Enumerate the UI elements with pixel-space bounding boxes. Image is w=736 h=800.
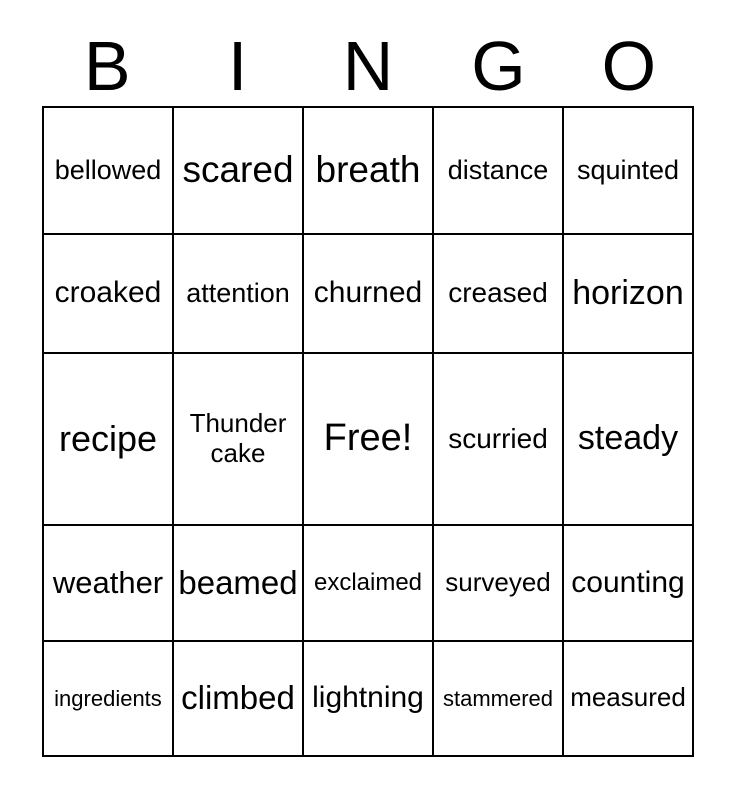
bingo-cell-r3c2[interactable]: Thunder cake	[173, 353, 303, 526]
bingo-cell-r2c2[interactable]: attention	[173, 234, 303, 352]
bingo-letter-o: O	[601, 27, 657, 105]
bingo-row-2	[43, 234, 693, 352]
bingo-cell-r1c4[interactable]: distance	[433, 107, 563, 234]
bingo-cell-r4c1[interactable]: weather	[43, 525, 173, 640]
bingo-row-4	[43, 525, 693, 640]
bingo-letter-g: G	[471, 27, 526, 105]
bingo-cell-r1c3[interactable]: breath	[303, 107, 433, 234]
bingo-cell-r2c4[interactable]: creased	[433, 234, 563, 352]
bingo-letter-b: B	[83, 27, 131, 105]
bingo-cell-r5c3[interactable]: lightning	[303, 641, 433, 756]
bingo-cell-r1c1[interactable]: bellowed	[43, 107, 173, 234]
bingo-grid	[42, 106, 694, 757]
bingo-cell-r3c5[interactable]: steady	[563, 353, 693, 526]
bingo-cell-r5c2[interactable]: climbed	[173, 641, 303, 756]
bingo-cell-r1c2[interactable]: scared	[173, 107, 303, 234]
bingo-cell-r3c3-free[interactable]: Free!	[303, 353, 433, 526]
bingo-cell-r5c5[interactable]: measured	[563, 641, 693, 756]
bingo-cell-r4c2[interactable]: beamed	[173, 525, 303, 640]
bingo-cell-r2c3[interactable]: churned	[303, 234, 433, 352]
bingo-row-3	[43, 353, 693, 526]
bingo-letter-i: I	[227, 27, 248, 105]
bingo-cell-r5c1[interactable]: ingredients	[43, 641, 173, 756]
bingo-cell-r2c5[interactable]: horizon	[563, 234, 693, 352]
bingo-row-5	[43, 641, 693, 756]
bingo-cell-r2c1[interactable]: croaked	[43, 234, 173, 352]
bingo-cell-r4c5[interactable]: counting	[563, 525, 693, 640]
bingo-cell-r4c3[interactable]: exclaimed	[303, 525, 433, 640]
bingo-header	[42, 27, 694, 105]
bingo-cell-r3c1[interactable]: recipe	[43, 353, 173, 526]
bingo-cell-r4c4[interactable]: surveyed	[433, 525, 563, 640]
bingo-row-1	[43, 107, 693, 234]
bingo-cell-r1c5[interactable]: squinted	[563, 107, 693, 234]
bingo-cell-r5c4[interactable]: stammered	[433, 641, 563, 756]
bingo-letter-n: N	[342, 27, 394, 105]
bingo-cell-r3c4[interactable]: scurried	[433, 353, 563, 526]
